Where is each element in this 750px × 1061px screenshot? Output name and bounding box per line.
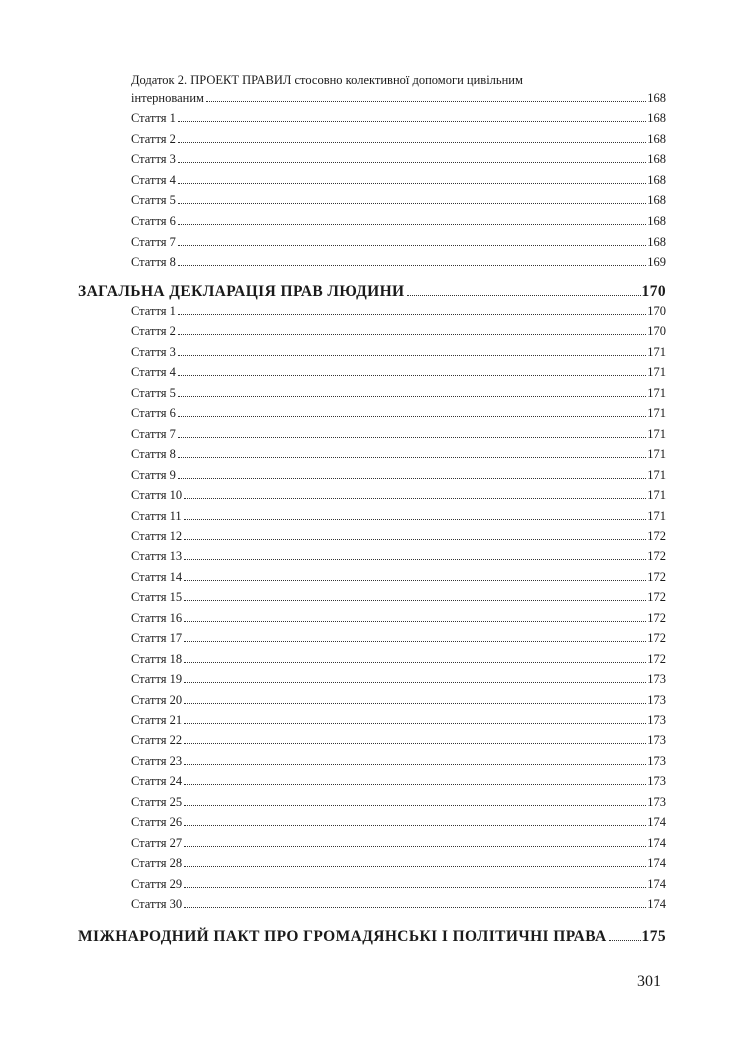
article-page: 171 bbox=[647, 508, 666, 523]
toc-article-entry[interactable] bbox=[131, 235, 666, 253]
article-page: 174 bbox=[647, 897, 666, 912]
leader-dots bbox=[184, 519, 647, 520]
leader-dots bbox=[407, 295, 641, 296]
leader-dots bbox=[184, 887, 646, 888]
leader-dots bbox=[206, 101, 646, 102]
article-label: Стаття 20 bbox=[131, 692, 183, 707]
article-page: 168 bbox=[647, 172, 666, 187]
article-page: 171 bbox=[647, 406, 666, 421]
article-label: Стаття 22 bbox=[131, 733, 183, 748]
section-udhr-title: ЗАГАЛЬНА ДЕКЛАРАЦІЯ ПРАВ ЛЮДИНИ bbox=[78, 283, 405, 300]
article-page: 173 bbox=[647, 692, 666, 707]
toc-article-entry[interactable] bbox=[131, 529, 666, 547]
leader-dots bbox=[178, 121, 646, 122]
article-page: 173 bbox=[647, 753, 666, 768]
article-page: 172 bbox=[647, 569, 666, 584]
article-label: Стаття 4 bbox=[131, 365, 176, 380]
section-udhr-page: 170 bbox=[641, 283, 666, 300]
leader-dots bbox=[178, 183, 646, 184]
toc-article-entry[interactable] bbox=[131, 214, 666, 232]
leader-dots bbox=[609, 940, 641, 941]
toc-article-entry[interactable] bbox=[131, 111, 666, 129]
leader-dots bbox=[178, 203, 646, 204]
article-label: Стаття 18 bbox=[131, 651, 183, 666]
toc-article-entry[interactable] bbox=[131, 255, 666, 273]
toc-article-entry[interactable] bbox=[131, 631, 666, 649]
leader-dots bbox=[178, 416, 646, 417]
article-label: Стаття 8 bbox=[131, 447, 176, 462]
toc-article-entry[interactable] bbox=[131, 693, 666, 711]
article-label: Стаття 3 bbox=[131, 344, 176, 359]
leader-dots bbox=[178, 142, 646, 143]
leader-dots bbox=[184, 764, 646, 765]
toc-article-entry[interactable] bbox=[131, 324, 666, 342]
article-page: 172 bbox=[647, 610, 666, 625]
leader-dots bbox=[178, 355, 646, 356]
toc-article-entry[interactable] bbox=[131, 427, 666, 445]
article-page: 173 bbox=[647, 794, 666, 809]
article-page: 171 bbox=[647, 447, 666, 462]
toc-article-entry[interactable] bbox=[131, 152, 666, 170]
article-page: 168 bbox=[647, 214, 666, 228]
leader-dots bbox=[178, 396, 646, 397]
toc-article-entry[interactable] bbox=[131, 795, 666, 813]
article-page: 171 bbox=[647, 365, 666, 380]
section-udhr-entry[interactable] bbox=[78, 283, 666, 305]
leader-dots bbox=[178, 162, 646, 163]
article-page: 168 bbox=[647, 111, 666, 125]
toc-article-entry[interactable] bbox=[131, 733, 666, 751]
article-page: 172 bbox=[647, 651, 666, 666]
leader-dots bbox=[184, 825, 646, 826]
toc-article-entry[interactable] bbox=[131, 173, 666, 191]
leader-dots bbox=[178, 314, 646, 315]
article-label: Стаття 21 bbox=[131, 713, 183, 727]
toc-article-entry[interactable] bbox=[131, 193, 666, 211]
section-iccpr-entry[interactable] bbox=[78, 928, 666, 950]
leader-dots bbox=[184, 723, 646, 724]
leader-dots bbox=[184, 662, 646, 663]
article-page: 168 bbox=[647, 193, 666, 208]
article-page: 172 bbox=[647, 549, 666, 564]
article-page: 173 bbox=[647, 733, 666, 748]
article-page: 171 bbox=[647, 344, 666, 359]
leader-dots bbox=[184, 907, 646, 908]
toc-article-entry[interactable] bbox=[131, 754, 666, 772]
article-label: Стаття 28 bbox=[131, 856, 183, 871]
toc-article-entry[interactable] bbox=[131, 447, 666, 465]
leader-dots bbox=[184, 600, 646, 601]
article-label: Стаття 1 bbox=[131, 304, 176, 318]
leader-dots bbox=[184, 866, 646, 867]
page-number: 301 bbox=[637, 973, 661, 990]
article-label: Стаття 8 bbox=[131, 255, 176, 270]
leader-dots bbox=[184, 621, 646, 622]
toc-article-entry[interactable] bbox=[131, 836, 666, 854]
leader-dots bbox=[178, 437, 646, 438]
toc-article-entry[interactable] bbox=[131, 386, 666, 404]
article-page: 174 bbox=[647, 876, 666, 891]
section-iccpr-title: МІЖНАРОДНИЙ ПАКТ ПРО ГРОМАДЯНСЬКІ І ПОЛІТИЧНІ ПРАВА bbox=[78, 928, 607, 945]
article-label: Стаття 7 bbox=[131, 234, 176, 249]
leader-dots bbox=[184, 784, 646, 785]
article-label: Стаття 19 bbox=[131, 672, 183, 687]
article-label: Стаття 29 bbox=[131, 876, 183, 891]
toc-article-entry[interactable] bbox=[131, 856, 666, 874]
leader-dots bbox=[184, 580, 646, 581]
article-label: Стаття 25 bbox=[131, 794, 183, 809]
article-label: Стаття 15 bbox=[131, 590, 183, 605]
leader-dots bbox=[184, 682, 646, 683]
leader-dots bbox=[184, 641, 646, 642]
article-page: 170 bbox=[647, 324, 666, 339]
leader-dots bbox=[178, 457, 646, 458]
article-label: Стаття 24 bbox=[131, 774, 183, 789]
section-iccpr-page: 175 bbox=[641, 928, 666, 945]
article-label: Стаття 3 bbox=[131, 152, 176, 167]
leader-dots bbox=[178, 245, 646, 246]
article-page: 174 bbox=[647, 815, 666, 830]
article-page: 173 bbox=[647, 774, 666, 789]
article-page: 172 bbox=[647, 528, 666, 543]
toc-article-entry[interactable] bbox=[131, 488, 666, 506]
toc-article-entry[interactable] bbox=[131, 365, 666, 383]
appendix-title-line2: інтернованим bbox=[131, 91, 204, 105]
article-label: Стаття 14 bbox=[131, 569, 183, 584]
article-label: Стаття 5 bbox=[131, 385, 176, 400]
article-page: 174 bbox=[647, 835, 666, 850]
article-page: 173 bbox=[647, 672, 666, 687]
toc-article-entry[interactable] bbox=[131, 877, 666, 895]
toc-article-entry[interactable] bbox=[131, 652, 666, 670]
leader-dots bbox=[184, 559, 646, 560]
article-page: 173 bbox=[647, 713, 666, 727]
leader-dots bbox=[178, 375, 646, 376]
leader-dots bbox=[184, 805, 646, 806]
article-page: 171 bbox=[647, 385, 666, 400]
toc-article-entry[interactable] bbox=[131, 468, 666, 486]
article-page: 171 bbox=[647, 488, 666, 503]
toc-article-entry[interactable] bbox=[131, 509, 666, 527]
toc-article-entry[interactable] bbox=[131, 713, 666, 731]
article-page: 172 bbox=[647, 590, 666, 605]
toc-article-entry[interactable] bbox=[131, 590, 666, 608]
article-page: 168 bbox=[647, 131, 666, 146]
article-page: 171 bbox=[647, 426, 666, 441]
article-label: Стаття 13 bbox=[131, 549, 183, 564]
toc-article-entry[interactable] bbox=[131, 304, 666, 322]
article-label: Стаття 30 bbox=[131, 897, 183, 912]
article-label: Стаття 10 bbox=[131, 488, 183, 503]
toc-article-entry[interactable] bbox=[131, 672, 666, 690]
toc-article-entry[interactable] bbox=[131, 570, 666, 588]
leader-dots bbox=[184, 498, 646, 499]
toc-article-entry[interactable] bbox=[131, 611, 666, 629]
article-page: 169 bbox=[647, 255, 666, 270]
leader-dots bbox=[178, 334, 646, 335]
toc-article-entry[interactable] bbox=[131, 406, 666, 424]
article-label: Стаття 6 bbox=[131, 406, 176, 421]
article-label: Стаття 17 bbox=[131, 631, 183, 646]
article-label: Стаття 16 bbox=[131, 610, 183, 625]
appendix-entry[interactable] bbox=[131, 91, 666, 109]
appendix-title-line1: Додаток 2. ПРОЕКТ ПРАВИЛ стосовно колективної допомоги цивільним bbox=[131, 73, 523, 87]
appendix-page: 168 bbox=[647, 91, 666, 105]
toc-article-entry[interactable] bbox=[131, 897, 666, 915]
toc-article-entry[interactable] bbox=[131, 132, 666, 150]
toc-article-entry[interactable] bbox=[131, 774, 666, 792]
article-label: Стаття 4 bbox=[131, 172, 176, 187]
article-label: Стаття 2 bbox=[131, 324, 176, 339]
article-page: 168 bbox=[647, 234, 666, 249]
article-label: Стаття 9 bbox=[131, 467, 176, 482]
article-label: Стаття 7 bbox=[131, 426, 176, 441]
leader-dots bbox=[184, 539, 646, 540]
leader-dots bbox=[184, 703, 646, 704]
article-page: 170 bbox=[647, 304, 666, 318]
article-label: Стаття 11 bbox=[131, 508, 182, 523]
article-page: 172 bbox=[647, 631, 666, 646]
article-page: 168 bbox=[647, 152, 666, 167]
article-page: 174 bbox=[647, 856, 666, 871]
toc-article-entry[interactable] bbox=[131, 345, 666, 363]
article-label: Стаття 27 bbox=[131, 835, 183, 850]
article-label: Стаття 1 bbox=[131, 111, 176, 125]
article-label: Стаття 12 bbox=[131, 528, 183, 543]
toc-article-entry[interactable] bbox=[131, 549, 666, 567]
leader-dots bbox=[184, 743, 646, 744]
article-label: Стаття 26 bbox=[131, 815, 183, 830]
article-page: 171 bbox=[647, 467, 666, 482]
article-label: Стаття 6 bbox=[131, 214, 176, 228]
toc-article-entry[interactable] bbox=[131, 815, 666, 833]
leader-dots bbox=[184, 846, 646, 847]
leader-dots bbox=[178, 478, 646, 479]
article-label: Стаття 23 bbox=[131, 753, 183, 768]
leader-dots bbox=[178, 224, 646, 225]
article-label: Стаття 2 bbox=[131, 131, 176, 146]
leader-dots bbox=[178, 265, 646, 266]
article-label: Стаття 5 bbox=[131, 193, 176, 208]
